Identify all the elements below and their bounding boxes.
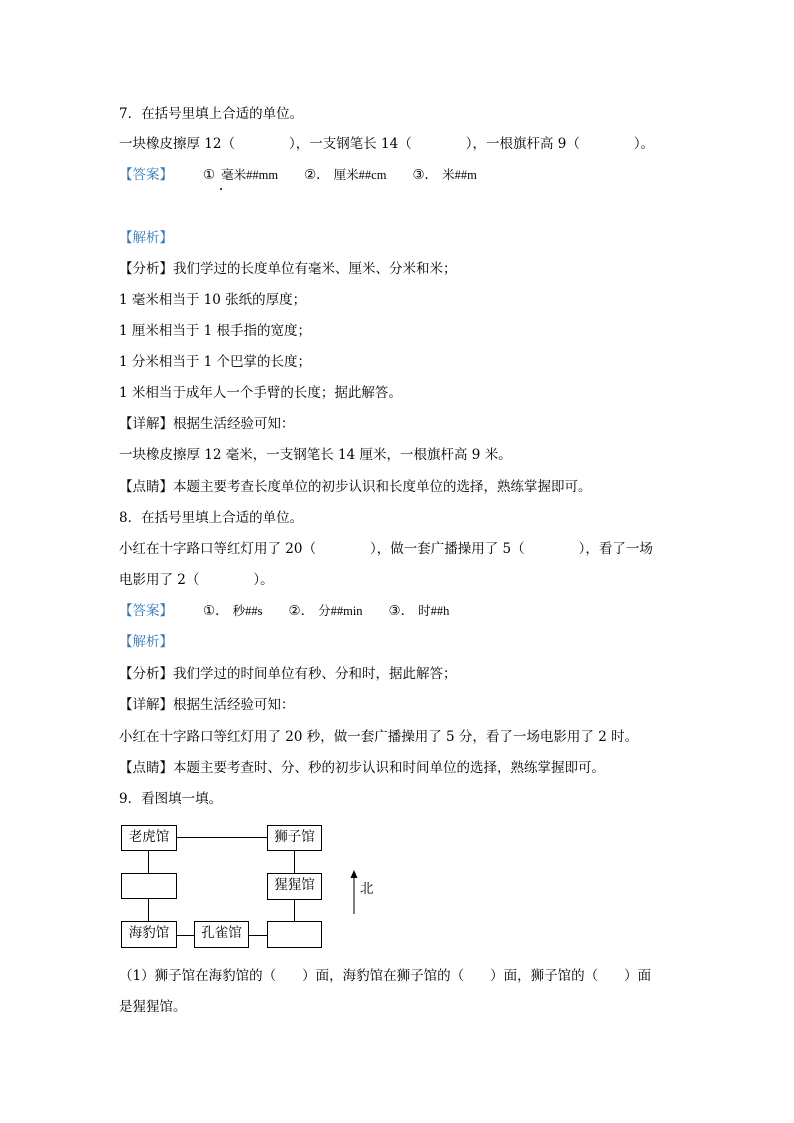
- q7-dianjing: [119, 477, 592, 497]
- fenxi-tag: 【分析】: [119, 666, 173, 682]
- q8-xiangjie: [119, 695, 295, 715]
- dianjing-tag: 【点睛】: [119, 479, 173, 495]
- q7-stem-part-c: ），一根旗杆高 9（: [465, 136, 580, 152]
- fenxi-tag: 【分析】: [119, 261, 173, 277]
- xiangjie-tag: 【详解】: [119, 697, 173, 713]
- q8-analysis-heading: [119, 632, 173, 652]
- path-tiger-blank: [148, 850, 149, 874]
- path-peacock-blank: [248, 935, 267, 936]
- q8-title: 8．在括号里填上合适的单位。: [119, 510, 304, 526]
- q7-fenxi: [119, 259, 457, 279]
- answer-tag: 【答案】: [119, 167, 173, 183]
- q7-answer-1: 毫米##mm: [221, 168, 279, 182]
- q8-stem-part-d: 电影用了 2（: [119, 572, 200, 588]
- q7-stem-part-a: 一块橡皮擦厚 12（: [119, 136, 235, 152]
- q7-xiangjie-text: 根据生活经验可知：: [173, 416, 295, 432]
- q7-xiangjie: [119, 414, 295, 434]
- q7-line-3: 1 分米相当于 1 个巴掌的长度；: [119, 354, 312, 370]
- north-arrow-icon: [348, 870, 360, 916]
- q7-fenxi-text: 我们学过的长度单位有毫米、厘米、分米和米；: [173, 261, 457, 277]
- q8-answer-2: 分##min: [318, 604, 363, 618]
- q8-answer-3-num: ③．: [388, 603, 415, 619]
- q7-answer-3: 米##m: [442, 168, 477, 182]
- q7-stem: [119, 134, 654, 154]
- q7-answer-2: 厘米##cm: [333, 168, 387, 182]
- q9-sub1-part-a: （1）狮子馆在海豹馆的（: [119, 968, 277, 984]
- q8-stem-part-a: 小红在十字路口等红灯用了 20（: [119, 541, 316, 557]
- q9-sub1-part-b: ）面，海豹馆在狮子馆的（: [302, 968, 465, 984]
- q7-dianjing-text: 本题主要考查长度单位的初步认识和长度单位的选择，熟练掌握即可。: [173, 479, 592, 495]
- answer-tag: 【答案】: [119, 603, 173, 619]
- q8-answer-1-num: ①．: [203, 603, 229, 619]
- q7-line-2: 1 厘米相当于 1 根手指的宽度；: [119, 323, 312, 339]
- seal-house: 海豹馆: [121, 921, 177, 948]
- q8-stem-line-1: [119, 539, 653, 559]
- q8-result: 小红在十字路口等红灯用了 20 秒，做一套广播操用了 5 分，看了一场电影用了 2 时。: [119, 729, 639, 745]
- q7-analysis-heading: [119, 228, 173, 248]
- path-orangutan-blank: [294, 899, 295, 922]
- q7-stem-part-b: ），一支钢笔长 14（: [288, 136, 412, 152]
- q7-title: 7．在括号里填上合适的单位。: [119, 106, 304, 122]
- q8-dianjing: [119, 758, 605, 778]
- q9-title: 9．看图填一填。: [119, 791, 223, 807]
- q7-stem-part-d: ）。: [633, 136, 655, 152]
- q8-answer-1: 秒##s: [232, 604, 263, 618]
- dianjing-tag: 【点睛】: [119, 760, 173, 776]
- q9-sub1-line-1: [119, 966, 651, 986]
- xiangjie-tag: 【详解】: [119, 416, 173, 432]
- stray-dot: [220, 188, 222, 190]
- q7-answer: [119, 165, 477, 185]
- path-seal-peacock: [176, 935, 194, 936]
- q8-stem-part-b: ），做一套广播操用了 5（: [369, 541, 525, 557]
- tiger-house: 老虎馆: [121, 825, 177, 851]
- q8-stem-line-2: [119, 570, 274, 590]
- analysis-tag: 【解析】: [119, 230, 173, 246]
- q7-answer-3-num: ③．: [412, 167, 439, 183]
- orangutan-house: 猩猩馆: [267, 873, 322, 900]
- q8-xiangjie-text: 根据生活经验可知：: [173, 697, 295, 713]
- blank-house-right: [267, 921, 322, 948]
- q7-line-1: 1 毫米相当于 10 张纸的厚度；: [119, 292, 307, 308]
- peacock-house: 孔雀馆: [194, 921, 249, 948]
- q8-stem-part-e: ）。: [253, 572, 274, 588]
- path-lion-orangutan: [294, 850, 295, 874]
- q7-result: 一块橡皮擦厚 12 毫米，一支钢笔长 14 厘米，一根旗杆高 9 米。: [119, 447, 512, 463]
- q8-dianjing-text: 本题主要考查时、分、秒的初步认识和时间单位的选择，熟练掌握即可。: [173, 760, 605, 776]
- q7-line-4: 1 米相当于成年人一个手臂的长度；据此解答。: [119, 385, 402, 401]
- q9-sub1-line-2: 是猩猩馆。: [119, 999, 187, 1015]
- q8-fenxi-text: 我们学过的时间单位有秒、分和时，据此解答；: [173, 666, 457, 682]
- north-label: 北: [360, 881, 374, 897]
- q8-answer: [119, 601, 449, 621]
- q7-answer-2-num: ②．: [304, 167, 330, 183]
- q7-answer-1-num: ①: [203, 167, 216, 183]
- path-tiger-lion: [176, 837, 267, 838]
- q8-stem-part-c: ），看了一场: [578, 541, 653, 557]
- q8-fenxi: [119, 664, 457, 684]
- blank-house-left: [121, 873, 177, 899]
- path-blank-seal: [148, 898, 149, 922]
- q9-sub1-part-d: ）面: [624, 968, 652, 984]
- lion-house: 狮子馆: [267, 825, 322, 851]
- q8-answer-3: 时##h: [418, 604, 450, 618]
- q9-sub1-part-c: ）面，狮子馆的（: [490, 968, 599, 984]
- q8-answer-2-num: ②．: [288, 603, 315, 619]
- analysis-tag: 【解析】: [119, 634, 173, 650]
